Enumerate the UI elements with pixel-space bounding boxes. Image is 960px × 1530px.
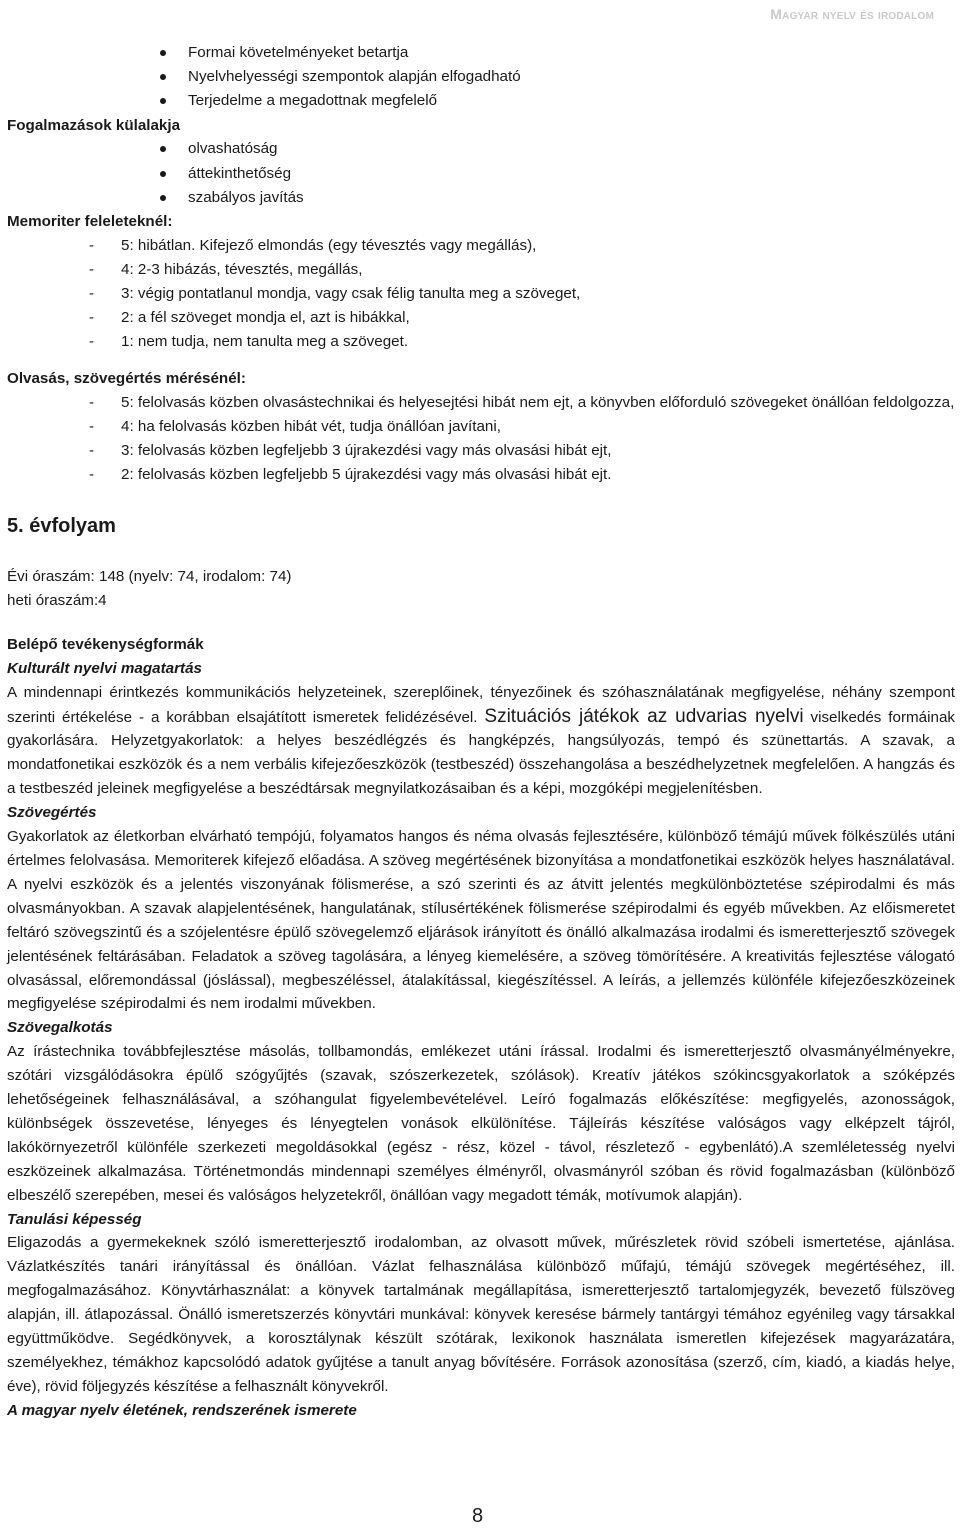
grade-criterion: - 1: nem tudja, nem tanulta meg a szöveget. bbox=[7, 330, 955, 354]
bullet-item: szabályos javítás bbox=[7, 186, 955, 210]
grade-criterion: - 3: végig pontatlanul mondja, vagy csak félig tanulta meg a szöveget, bbox=[7, 282, 955, 306]
page-number: 8 bbox=[472, 1505, 484, 1527]
szovegertes-heading: Szövegértés bbox=[7, 804, 97, 822]
bullet-item: Formai követelményeket betartja bbox=[7, 41, 955, 65]
bullet-item: olvashatóság bbox=[7, 137, 955, 161]
kulturalt-text-1: A mindennapi érintkezés kommunikációs helyzeteinek, szereplőinek, tényezőinek és szóhasználatának megfigyelése, néhány szempont szerinti értékelése - a korábban elsajátított ismeretek felidézésével. bbox=[7, 683, 955, 726]
belepo-heading: Belépő tevékenységformák bbox=[7, 635, 204, 653]
bullet-item: Nyelvhelyességi szempontok alapján elfogadható bbox=[7, 65, 955, 89]
bullet-item: Terjedelme a megadottnak megfelelő bbox=[7, 89, 955, 113]
magyar-nyelv-heading: A magyar nyelv életének, rendszerének ismerete bbox=[7, 1401, 357, 1419]
annual-hours: Évi óraszám: 148 (nyelv: 74, irodalom: 74) bbox=[7, 568, 292, 585]
fogalmazas-bullet-list bbox=[7, 137, 955, 210]
grade-criterion: - 4: ha felolvasás közben hibát vét, tudja önállóan javítani, bbox=[7, 415, 955, 439]
grade-criterion: - 3: felolvasás közben legfeljebb 3 újrakezdési vagy más olvasási hibát ejt, bbox=[7, 439, 955, 463]
requirements-bullet-list bbox=[7, 41, 955, 114]
bullet-item: áttekinthetőség bbox=[7, 162, 955, 186]
grade-criterion: - 5: felolvasás közben olvasástechnikai és helyesejtési hibát nem ejt, a könyvben előforduló szövegeket önállóan feldolgozza, bbox=[7, 391, 955, 415]
grade-criterion: - 2: felolvasás közben legfeljebb 5 újrakezdési vagy más olvasási hibát ejt. bbox=[7, 463, 955, 487]
grade-criterion: - 5: hibátlan. Kifejező elmondás (egy tévesztés vagy megállás), bbox=[7, 234, 955, 258]
szovegertes-paragraph: Gyakorlatok az életkorban elvárható tempójú, folyamatos hangos és néma olvasás fejlesztésére, különböző témájú művek fölkészülés utáni értelmes felolvasása. Memoriterek kifejező előadása. A szöveg megértésének bizonyítása a mondatfonetikai eszközök helyes használatával. A nyelvi eszközök és a jelentés viszonyának fölismerése, a szó szerinti és az átvitt jelentés megkülönböztetése szépirodalmi és más olvasmányokban. A szavak alapjelentésének, hangulatának, stílusértékének fölismerése szépirodalmi és egyéb művekben. Az előismeretet feltáró szövegszintű és a szójelentésre épülő szövegelemző eljárások irányított és önálló alkalmazása irodalmi és ismeretterjesztő szövegek jelentésének feltárásában. Feladatok a szöveg tagolására, a lényeg kiemelésére, a szöveg tömörítésére. A kreativitás fejlesztése válogató olvasással, előremondással (jóslással), megbeszéléssel, átalakítással, kiegészítéssel. A leírás, a jellemzés különféle kifejezőeszközeinek megfigyelése szépirodalmi és nem irodalmi művekben. bbox=[7, 828, 955, 1013]
olvasas-grade-list bbox=[7, 391, 955, 487]
hours-info bbox=[7, 565, 955, 613]
szovegalkotas-paragraph: Az írástechnika továbbfejlesztése másolás, tollbamondás, emlékezet utáni írással. Irodalmi és ismeretterjesztő olvasmányélményekre, szótári vizsgálódásokra épülő szógyűjtés (szavak, szószerkezetek, szólások). Kreatív játékos szókincsgyakorlatok a szóképzés lehetőségeinek felhasználásával, a szóhangulat figyelembevételével. Leíró fogalmazás előkészítése: megfigyelés, azonosságok, különbségek összevetése, lényeges és lényegtelen vonások elkülönítése. Tájleírás készítése valóságos vagy elképzelt tájról, lakókörnyezetről különféle szerkezeti megoldásokkal (egész - rész, közel - távol, részletező - egybenlátó).A szemléletesség nyelvi eszközeinek alkalmazása. Történetmondás mindennapi személyes élményről, olvasmányról szóban és rövid fogalmazásban (különböző elbeszélő szerepében, mesei és valóságos helyzetekről, önállóan vagy megadott témák, motívumok alapján). bbox=[7, 1043, 955, 1204]
grade-criterion: - 2: a fél szöveget mondja el, azt is hibákkal, bbox=[7, 306, 955, 330]
running-header: Magyar nyelv és irodalom bbox=[770, 6, 934, 22]
weekly-hours: heti óraszám:4 bbox=[7, 591, 107, 609]
szovegalkotas-heading: Szövegalkotás bbox=[7, 1019, 113, 1037]
kulturalt-heading: Kulturált nyelvi magatartás bbox=[7, 659, 202, 677]
page-content bbox=[7, 41, 955, 1423]
olvasas-label: Olvasás, szövegértés mérésénél: bbox=[7, 370, 246, 388]
memoriter-label: Memoriter feleleteknél: bbox=[7, 213, 173, 231]
fogalmazas-label: Fogalmazások külalakja bbox=[7, 116, 181, 134]
grade-criterion: - 4: 2-3 hibázás, tévesztés, megállás, bbox=[7, 258, 955, 282]
tanulasi-paragraph: Eligazodás a gyermekeknek szóló ismeretterjesztő irodalomban, az olvasott művek, műrészletek rövid szóbeli ismertetése, ajánlása. Vázlatkészítés tanári irányítással és önállóan. Vázlat felhasználása különböző műfajú, témájú szövegek megértéséhez, ill. megfogalmazásához. Könyvtárhasználat: a könyvek tartalmának megállapítása, ismeretterjesztő tartalomjegyzék, bevezető fülszöveg alapján, ill. átlapozással. Önálló ismeretszerzés könyvtári munkával: könyvek keresése bármely tantárgyi témához egyénileg vagy társakkal együttműködve. Segédkönyvek, a korosztálynak készült szótárak, lexikonok használata ismeretlen kifejezések magyarázatára, személyekhez, témákhoz kapcsolódó adatok gyűjtése a tanult anyag bővítésére. Források azonosítása (szerző, cím, kiadó, a kiadás helye, éve), rövid följegyzés készítése a felhasznált könyvekről. bbox=[7, 1234, 955, 1395]
memoriter-grade-list bbox=[7, 234, 955, 354]
belepo-section bbox=[7, 633, 955, 1423]
tanulasi-heading: Tanulási képesség bbox=[7, 1210, 142, 1228]
grade-heading: 5. évfolyam bbox=[7, 515, 116, 537]
kulturalt-text-2: viselkedés formáinak gyakorlására. Helyzetgyakorlatok: a helyes beszédlégzés és hangképzés, hangsúlyozás, tempó és szünettartás. A szavak, a mondatfonetikai eszközök és a nem verbális kifejezőeszközök (testbeszéd) összehangolása a beszédhelyzetnek megfelelően. A hangzás és a testbeszéd jeleinek megfigyelése a beszédtársak megnyilatkozásaiban és a képi, mozgóképi megjelenítésben. bbox=[7, 708, 955, 798]
kulturalt-text-emphasis: Szituációs játékok az udvarias nyelvi bbox=[484, 705, 804, 727]
kulturalt-paragraph bbox=[7, 681, 955, 802]
